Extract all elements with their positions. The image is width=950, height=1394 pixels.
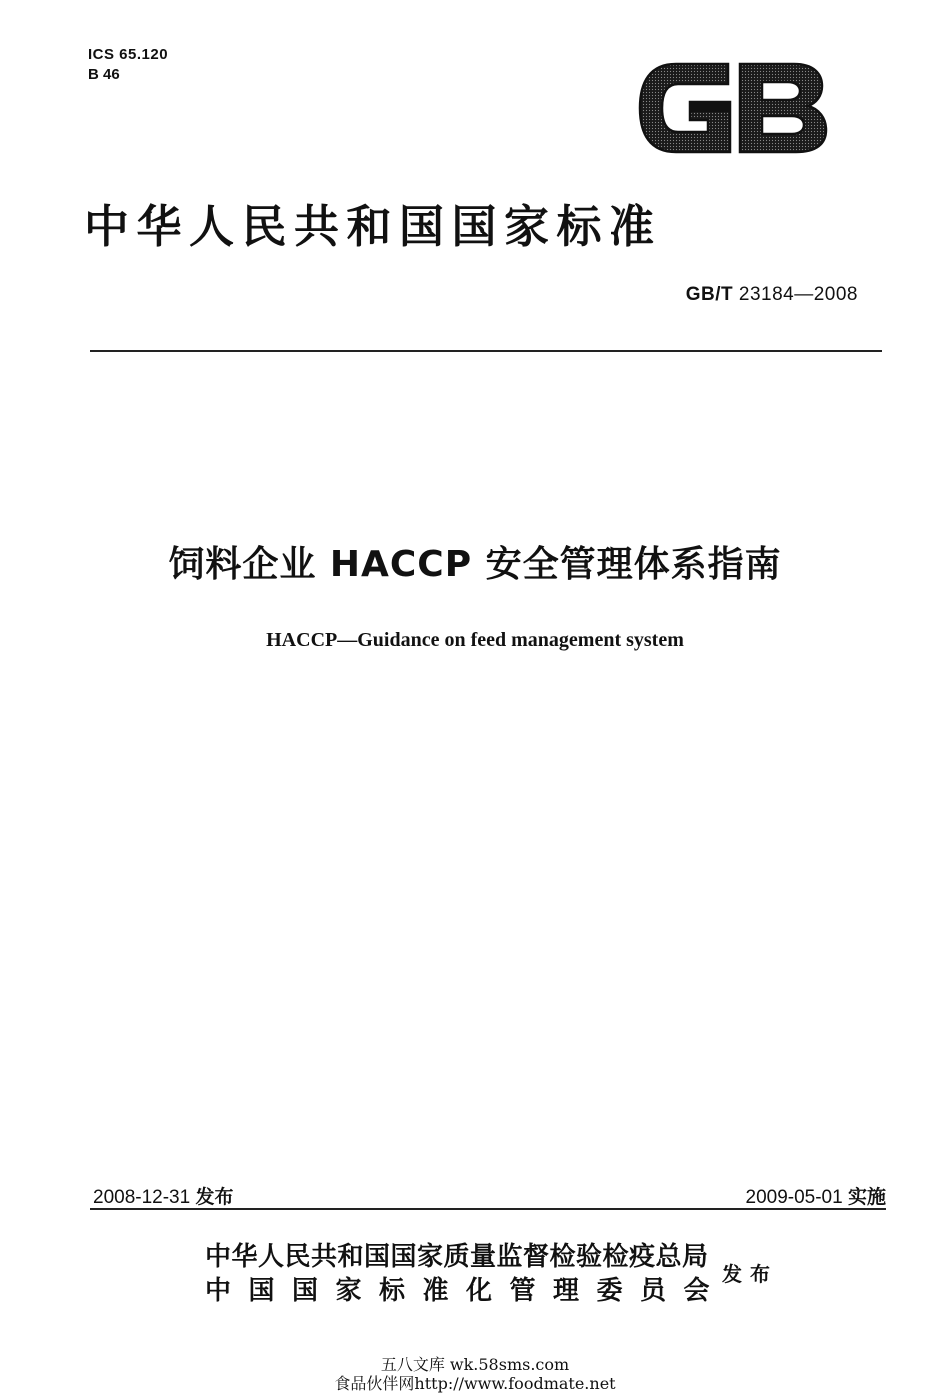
document-title-en: HACCP—Guidance on feed management system (266, 629, 684, 651)
implement-label: 实施 (847, 1186, 886, 1208)
footer-divider (90, 1208, 886, 1210)
standard-number-prefix: GB/T (685, 284, 734, 305)
header-divider (90, 350, 882, 352)
document-title-zh: 饲料企业 HACCP 安全管理体系指南 (168, 544, 782, 585)
ics-code: ICS 65.120 (88, 46, 169, 63)
standard-number (686, 284, 858, 306)
watermark-line-1: 五八文库 wk.58sms.com (380, 1355, 570, 1374)
gb-logo-b (740, 64, 826, 152)
standard-number-value: 23184—2008 (738, 284, 858, 305)
issuer-aqsiq: 中华人民共和国国家质量监督检验检疫总局 (205, 1242, 709, 1272)
issuer-sac: 中国国家标准化管理委员会 (205, 1276, 728, 1306)
publish-label: 发布 (722, 1262, 778, 1286)
gb-logo (636, 58, 830, 158)
standard-title: 中华人民共和国国家标准 (84, 200, 662, 253)
implement-date: 2009-05-01 (745, 1187, 843, 1208)
issue-label: 发布 (195, 1186, 234, 1208)
issue-date-line (93, 1182, 234, 1209)
issue-date: 2008-12-31 (93, 1187, 191, 1208)
implement-date-line (746, 1182, 887, 1209)
classification-code: B 46 (88, 66, 120, 83)
watermark-line-2: 食品伙伴网http://www.foodmate.net (334, 1374, 616, 1393)
